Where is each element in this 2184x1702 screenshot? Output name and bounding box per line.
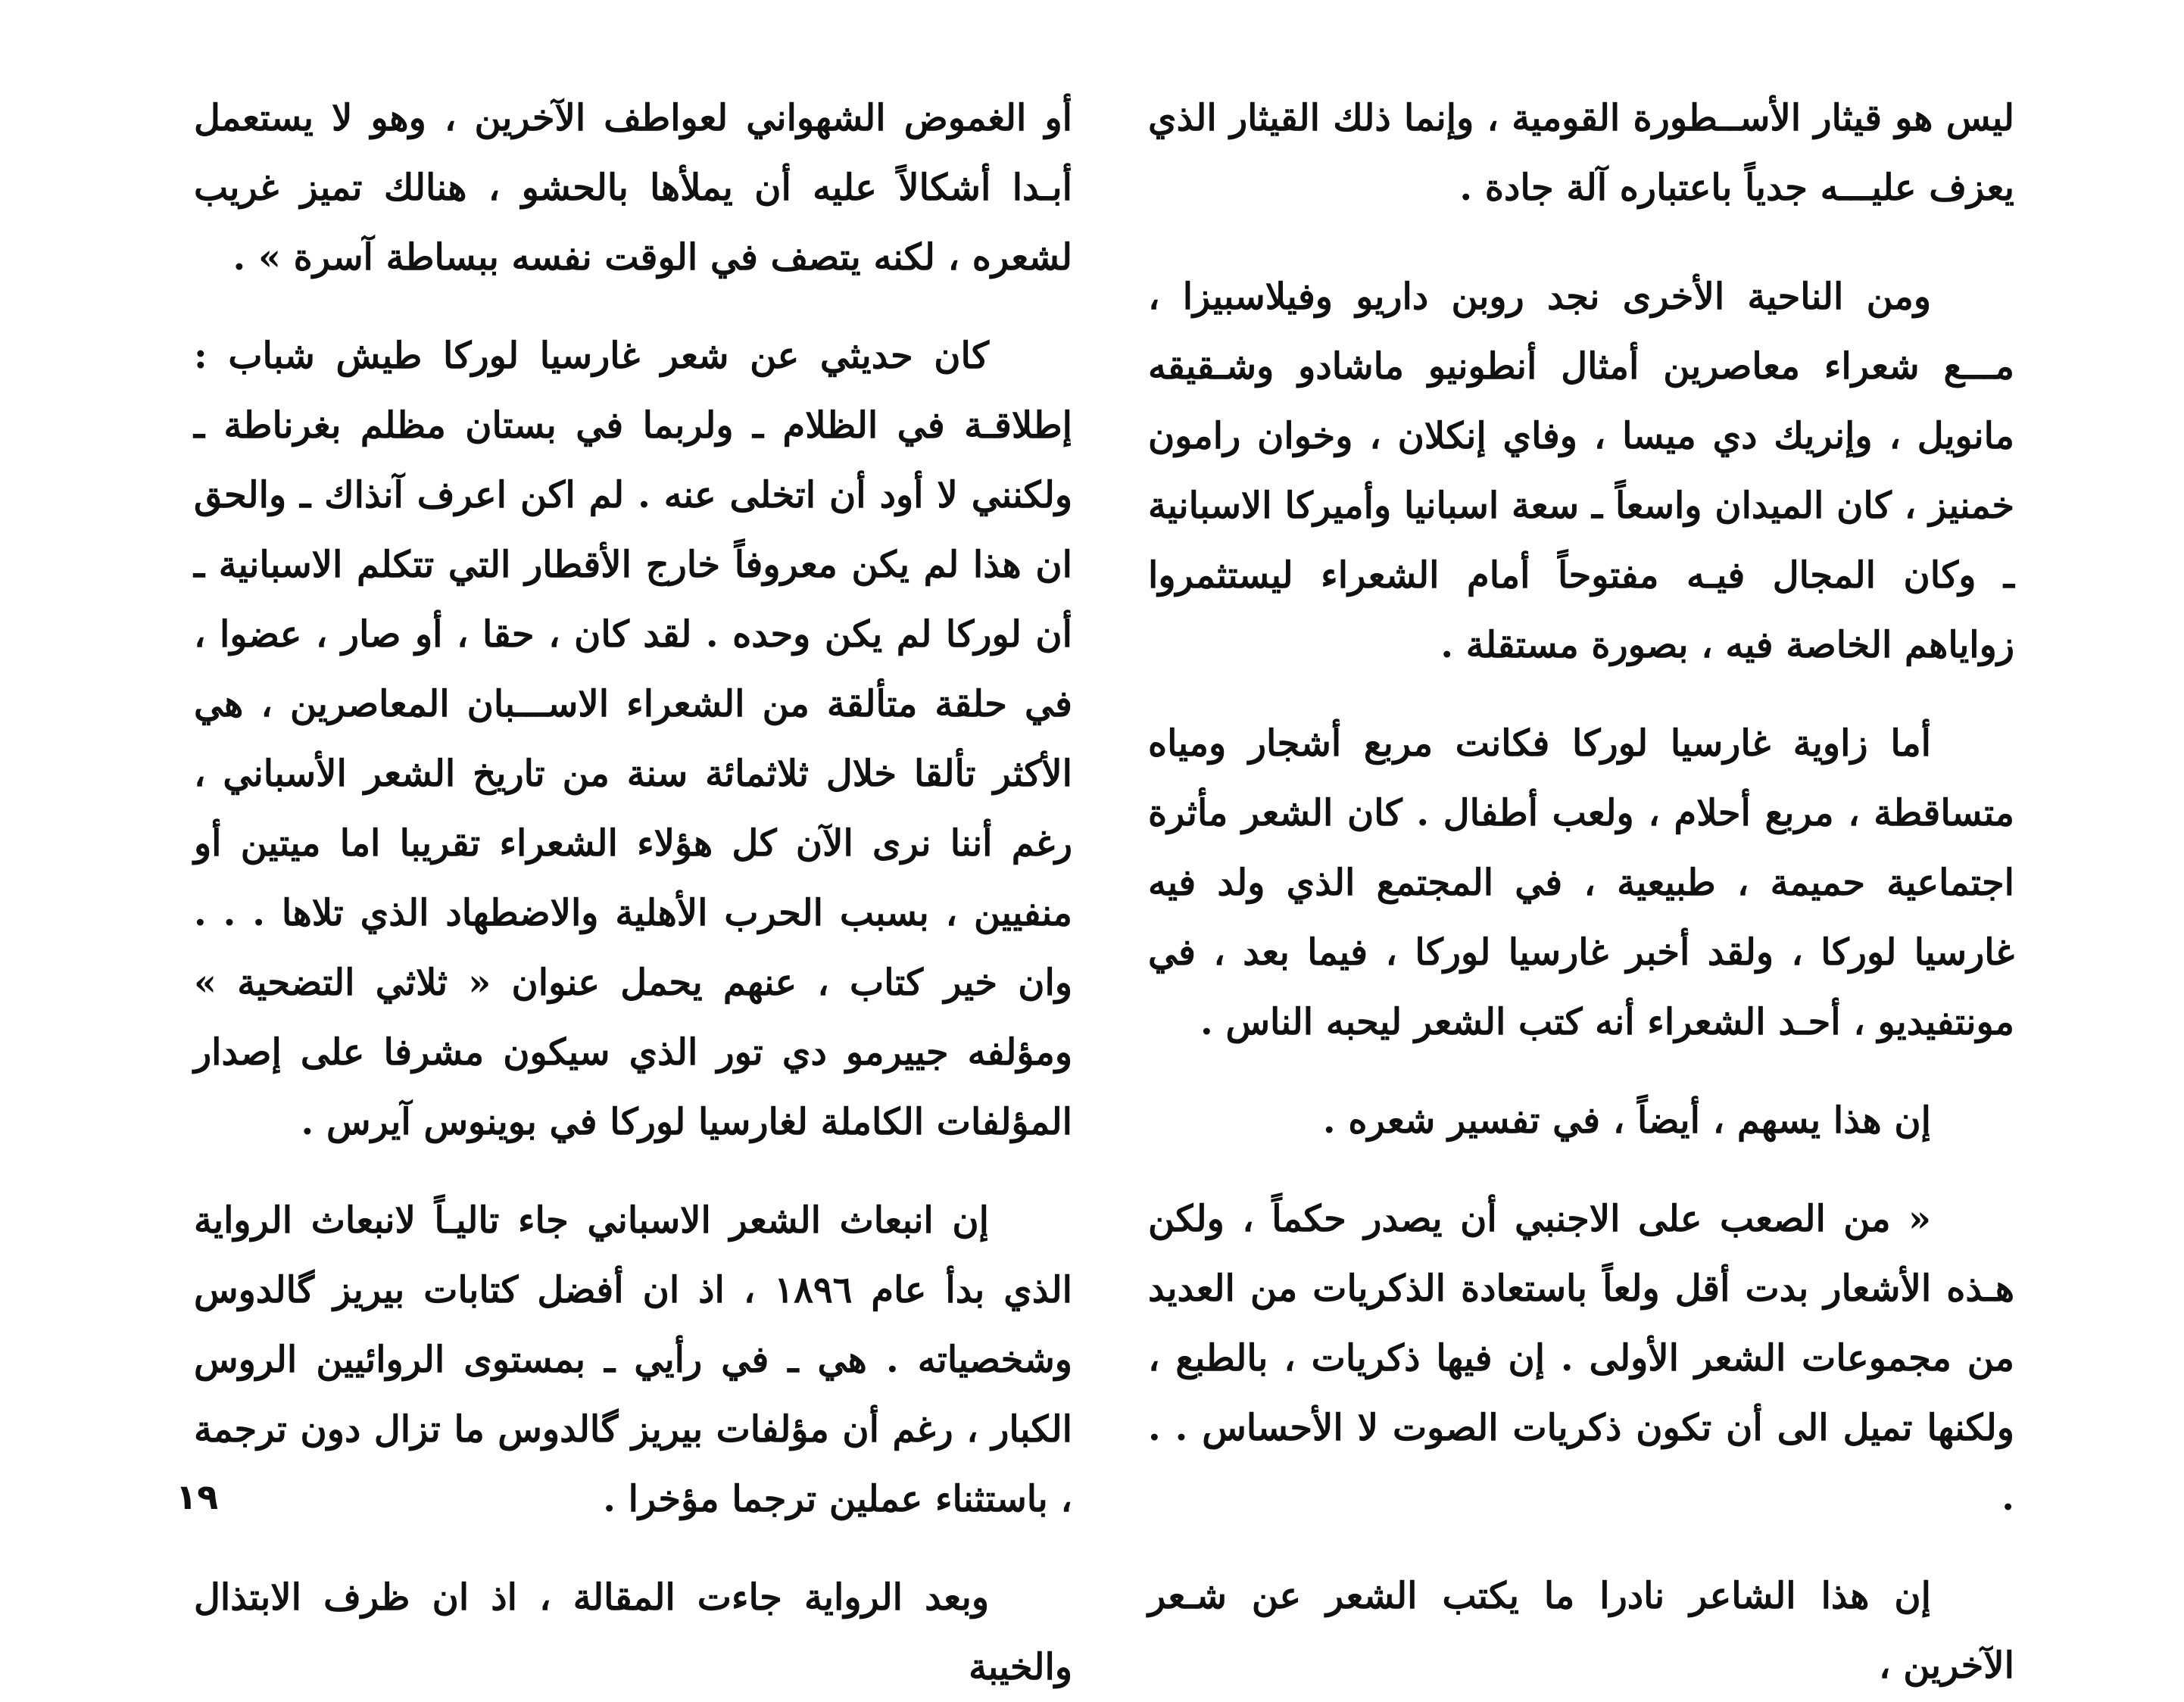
- paragraph: أو الغموض الشهواني لعواطف الآخرين ، وهو لا يستعمل أبـدا أشكالاً عليه أن يملأها بالحشو ، هنالك تميز غريب لشعره ، لكنه يتصف في الوقت نفسه ببساطة آسرة » .: [194, 97, 1072, 279]
- page-number: ١٩: [176, 1476, 219, 1517]
- paragraph: إن هذا يسهم ، أيضاً ، في تفسير شعره .: [1322, 1099, 1931, 1142]
- paragraph: ليس هو قيثار الأســطورة القومية ، وإنما ذلك القيثار الذي يعزف عليـــه جدياً باعتباره آلة جادة .: [1148, 97, 2014, 209]
- paragraph: إن انبعاث الشعر الاسباني جاء تاليـاً لانبعاث الرواية الذي بدأ عام ١٨٩٦ ، اذ ان أفضل كتابات بيريز گالدوس وشخصياته . هي ـ في رأيي ـ بمستوى الروائيين الروس الكبار ، رغم أن مؤلفات بيريز گالدوس ما تزال دون ترجمة ، باستثناء عملين ترجما مؤخرا .: [194, 1199, 1072, 1520]
- paragraph: وبعد الرواية جاءت المقالة ، اذ ان ظرف الابتذال والخيبة: [194, 1576, 1072, 1688]
- paragraph: ومن الناحية الأخرى نجد روبن داريو وفيلاسبيزا ، مـــع شعراء معاصرين أمثال أنطونيو ماشادو وشـقيقه مانويل ، وإنريك دي ميسا ، وفاي إنكلان ، وخوان رامون خمنيز ، كان الميدان واسعاً ـ سعة اسبانيا وأميركا الاسبانية ـ وكان المجال فيـه مفتوحاً أمام الشعراء ليستثمروا زواياهم الخاصة فيه ، بصورة مستقلة .: [1148, 276, 2015, 666]
- paragraph: « من الصعب على الاجنبي أن يصدر حكماً ، ولكن هـذه الأشعار بدت أقل ولعاً باستعادة الذكريات من العديد من مجموعات الشعر الأولى . إن فيها ذكريات ، بالطبع ، ولكنها تميل الى أن تكون ذكريات الصوت لا الأحساس . . .: [1148, 1198, 2014, 1519]
- paragraph: أما زاوية غارسيا لوركا فكانت مربع أشجار ومياه متساقطة ، مربع أحلام ، ولعب أطفال . كان الشعر مأثرة اجتماعية حميمة ، طبيعية ، في المجتمع الذي ولد فيه غارسيا لوركا ، ولقد أخبر غارسيا لوركا ، فيما بعد ، في مونتفيديو ، أحـد الشعراء أنه كتب الشعر ليحبه الناس .: [1148, 722, 2014, 1043]
- left-column: [194, 83, 1072, 1702]
- right-column: [1148, 83, 2014, 1700]
- paragraph: كان حديثي عن شعر غارسيا لوركا طيش شباب : إطلاقـة في الظلام ـ ولربما في بستان مظلم بغرناطة ـ ولكنني لا أود أن اتخلى عنه . لم اكن اعرف آنذاك ـ والحق ان هذا لم يكن معروفاً خارج الأقطار التي تتكلم الاسبانية ـ أن لوركا لم يكن وحده . لقد كان ، حقا ، أو صار ، عضوا ، في حلقة متألقة من الشعراء الاســـبان المعاصرين ، هي الأكثر تألقا خلال ثلاثمائة سنة من تاريخ الشعر الأسباني ، رغم أننا نرى الآن كل هؤلاء الشعراء تقريبا اما ميتين أو منفيين ، بسبب الحرب الأهلية والاضطهاد الذي تلاها . . . وان خير كتاب ، عنهم يحمل عنوان « ثلاثي التضحية » ومؤلفه جييرمو دي تور الذي سيكون مشرفا على إصدار المؤلفات الكاملة لغارسيا لوركا في بوينوس آيرس .: [194, 335, 1073, 1143]
- paragraph: إن هذا الشاعر نادرا ما يكتب الشعر عن شـعر الآخرين ،: [1148, 1575, 2014, 1687]
